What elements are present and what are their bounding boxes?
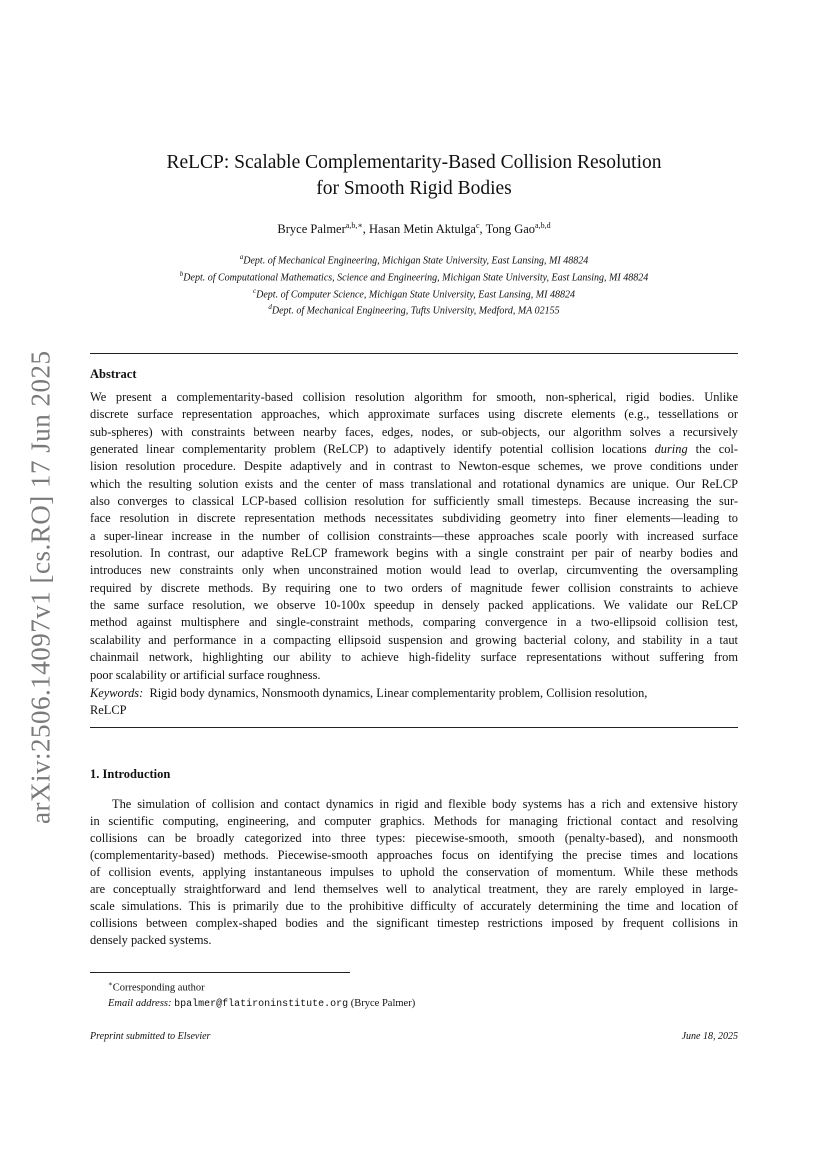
arxiv-identifier: arXiv:2506.14097v1 [cs.RO] 17 Jun 2025 bbox=[25, 350, 56, 825]
footnote-marker: ∗ bbox=[108, 980, 113, 988]
keywords-line-2: ReLCP bbox=[90, 703, 127, 718]
author-affil-sup: c bbox=[475, 221, 480, 230]
affiliation-text: Dept. of Computational Mathematics, Science and Engineering, Michigan State University, East Lansing, MI 48824 bbox=[183, 272, 649, 284]
abstract-line: We present a complementarity-based collision resolution algorithm for smooth, non-spherical, rigid bodies. Unlike bbox=[90, 390, 738, 404]
keywords bbox=[90, 685, 738, 720]
affiliation-text: Dept. of Computer Science, Michigan State University, East Lansing, MI 48824 bbox=[256, 288, 575, 300]
abstract-heading: Abstract bbox=[90, 367, 137, 381]
author-list bbox=[90, 221, 738, 237]
section-heading: 1. Introduction bbox=[90, 767, 171, 781]
top-divider bbox=[90, 353, 738, 354]
author-affil-sup: a,b,∗ bbox=[345, 221, 363, 230]
abstract-line: also converges to classical LCP-based collision resolution for sufficiently small timesteps. Because increasing the sur- bbox=[90, 494, 738, 509]
email-label: Email address: bbox=[108, 997, 172, 1009]
footer-preprint: Preprint submitted to Elsevier bbox=[90, 1031, 211, 1042]
affiliation bbox=[90, 285, 738, 302]
bottom-divider bbox=[90, 727, 738, 728]
abstract-line: chainmail network, highlighting our ability to achieve high-fidelity surface representations without suffering from bbox=[90, 650, 738, 665]
abstract-line: scalability and performance in a compacting ellipsoid suspension and growing bacterial colony, and stability in a taut bbox=[90, 632, 738, 647]
abstract-emphasis: during bbox=[654, 442, 688, 457]
email-note bbox=[108, 996, 415, 1012]
abstract-line: poor scalability or artificial surface roughness. bbox=[90, 667, 321, 682]
footnotes bbox=[108, 977, 415, 1012]
abstract-line: introduces new constraints only when unconstrained motion would lead to overlap, circumventing the oversampling bbox=[90, 563, 738, 578]
affiliation-sup: d bbox=[268, 303, 272, 312]
title-line-2: for Smooth Rigid Bodies bbox=[316, 178, 512, 199]
abstract-line: discrete surface representation approaches, which approximate surfaces using discrete elements (e.g., tessellations or bbox=[90, 407, 738, 422]
abstract-body bbox=[90, 389, 738, 684]
footnote-text: Corresponding author bbox=[112, 982, 205, 994]
author-affil-sup: a,b,d bbox=[535, 221, 551, 230]
author-separator: , bbox=[362, 222, 370, 237]
abstract-line: a super-linear increase in the number of collision constraints—these approaches scale poorly with increased surface bbox=[90, 528, 738, 543]
affiliation bbox=[90, 301, 738, 318]
intro-line: are conceptually straightforward and lend themselves well to analytical treatment, they are rarely employed in large- bbox=[90, 881, 738, 896]
footnote-divider bbox=[90, 972, 350, 973]
affiliation-sup: c bbox=[253, 286, 257, 295]
abstract-line: resolution. In contrast, our adaptive ReLCP framework begins with a single constraint per pair of nearby bodies and bbox=[90, 546, 738, 561]
intro-line: densely packed systems. bbox=[90, 932, 212, 947]
abstract-line-text: generated linear complementarity problem (ReLCP) to adaptively identify potential collision locations bbox=[90, 442, 647, 457]
abstract-line: sub-spheres) with constraints between nearby faces, edges, nodes, or sub-objects, our algorithm solves a recursively bbox=[90, 424, 738, 439]
affiliation bbox=[90, 268, 738, 285]
abstract-line bbox=[90, 441, 738, 458]
abstract-line: lision resolution procedure. Despite adaptively and in contrast to Newton-esque schemes, we prove conditions under bbox=[90, 459, 738, 474]
intro-line: in scientific computing, engineering, and computer graphics. Methods for managing frictional contact and resolving bbox=[90, 813, 738, 828]
intro-line: (complementarity-based) methods. Piecewise-smooth approaches focus on identifying the precise times and locations bbox=[90, 847, 738, 862]
intro-line: scale simulations. This is primarily due to the prohibitive difficulty of accurately determining the time and location of bbox=[90, 898, 738, 913]
affiliation bbox=[90, 251, 738, 268]
introduction-body bbox=[90, 796, 738, 948]
footer-date: June 18, 2025 bbox=[681, 1031, 738, 1042]
keywords-text: Rigid body dynamics, Nonsmooth dynamics, Linear complementarity problem, Collision resolution, bbox=[149, 686, 648, 700]
abstract-line-tail: the col- bbox=[695, 442, 738, 457]
abstract-line: the same surface resolution, we observe 10-100x speedup in densely packed applications. We validate our ReLCP bbox=[90, 598, 738, 613]
affiliation-text: Dept. of Mechanical Engineering, Tufts University, Medford, MA 02155 bbox=[271, 305, 560, 317]
intro-line: collisions can be broadly categorized into three types: piecewise-smooth, smooth (penalty-based), and nonsmooth bbox=[90, 830, 738, 845]
email-owner: (Bryce Palmer) bbox=[350, 997, 416, 1009]
abstract-line: method against multisphere and single-constraint methods, comparing convergence in a two-ellipsoid collision test, bbox=[90, 615, 738, 630]
intro-line: The simulation of collision and contact dynamics in rigid and flexible body systems has a rich and extensive history bbox=[112, 797, 738, 811]
intro-line: of collision events, applying instantaneous impulses to uphold the conservation of momentum. While these methods bbox=[90, 864, 738, 879]
author-name: Bryce Palmer bbox=[277, 222, 346, 237]
keywords-line bbox=[90, 685, 738, 702]
abstract-line: which the resulting solution exists and the center of mass translational and rotational dynamics are unique. Our ReLCP bbox=[90, 476, 738, 491]
affiliation-sup: b bbox=[179, 269, 184, 278]
keywords-label: Keywords: bbox=[90, 686, 144, 700]
affiliation-text: Dept. of Mechanical Engineering, Michigan State University, East Lansing, MI 48824 bbox=[243, 255, 589, 267]
paper-title bbox=[90, 150, 738, 202]
corresponding-author-note bbox=[108, 977, 415, 996]
affiliations bbox=[90, 251, 738, 318]
author-separator: , bbox=[479, 222, 486, 237]
abstract-line: face resolution in discrete representation methods necessitates subdividing geometry into finer elements—leading to bbox=[90, 511, 738, 526]
abstract-line: required by discrete methods. By requiring one to two orders of magnitude fewer collision constraints to achieve bbox=[90, 580, 738, 595]
author-name: Tong Gao bbox=[485, 222, 536, 237]
author-name: Hasan Metin Aktulga bbox=[369, 222, 476, 237]
email-link[interactable]: bpalmer@flatironinstitute.org bbox=[174, 998, 349, 1010]
affiliation-sup: a bbox=[239, 253, 244, 261]
intro-line: collisions between complex-shaped bodies and the significant timestep restrictions imposed by frequent collisions in bbox=[90, 915, 738, 930]
title-line-1: ReLCP: Scalable Complementarity-Based Collision Resolution bbox=[166, 152, 662, 173]
